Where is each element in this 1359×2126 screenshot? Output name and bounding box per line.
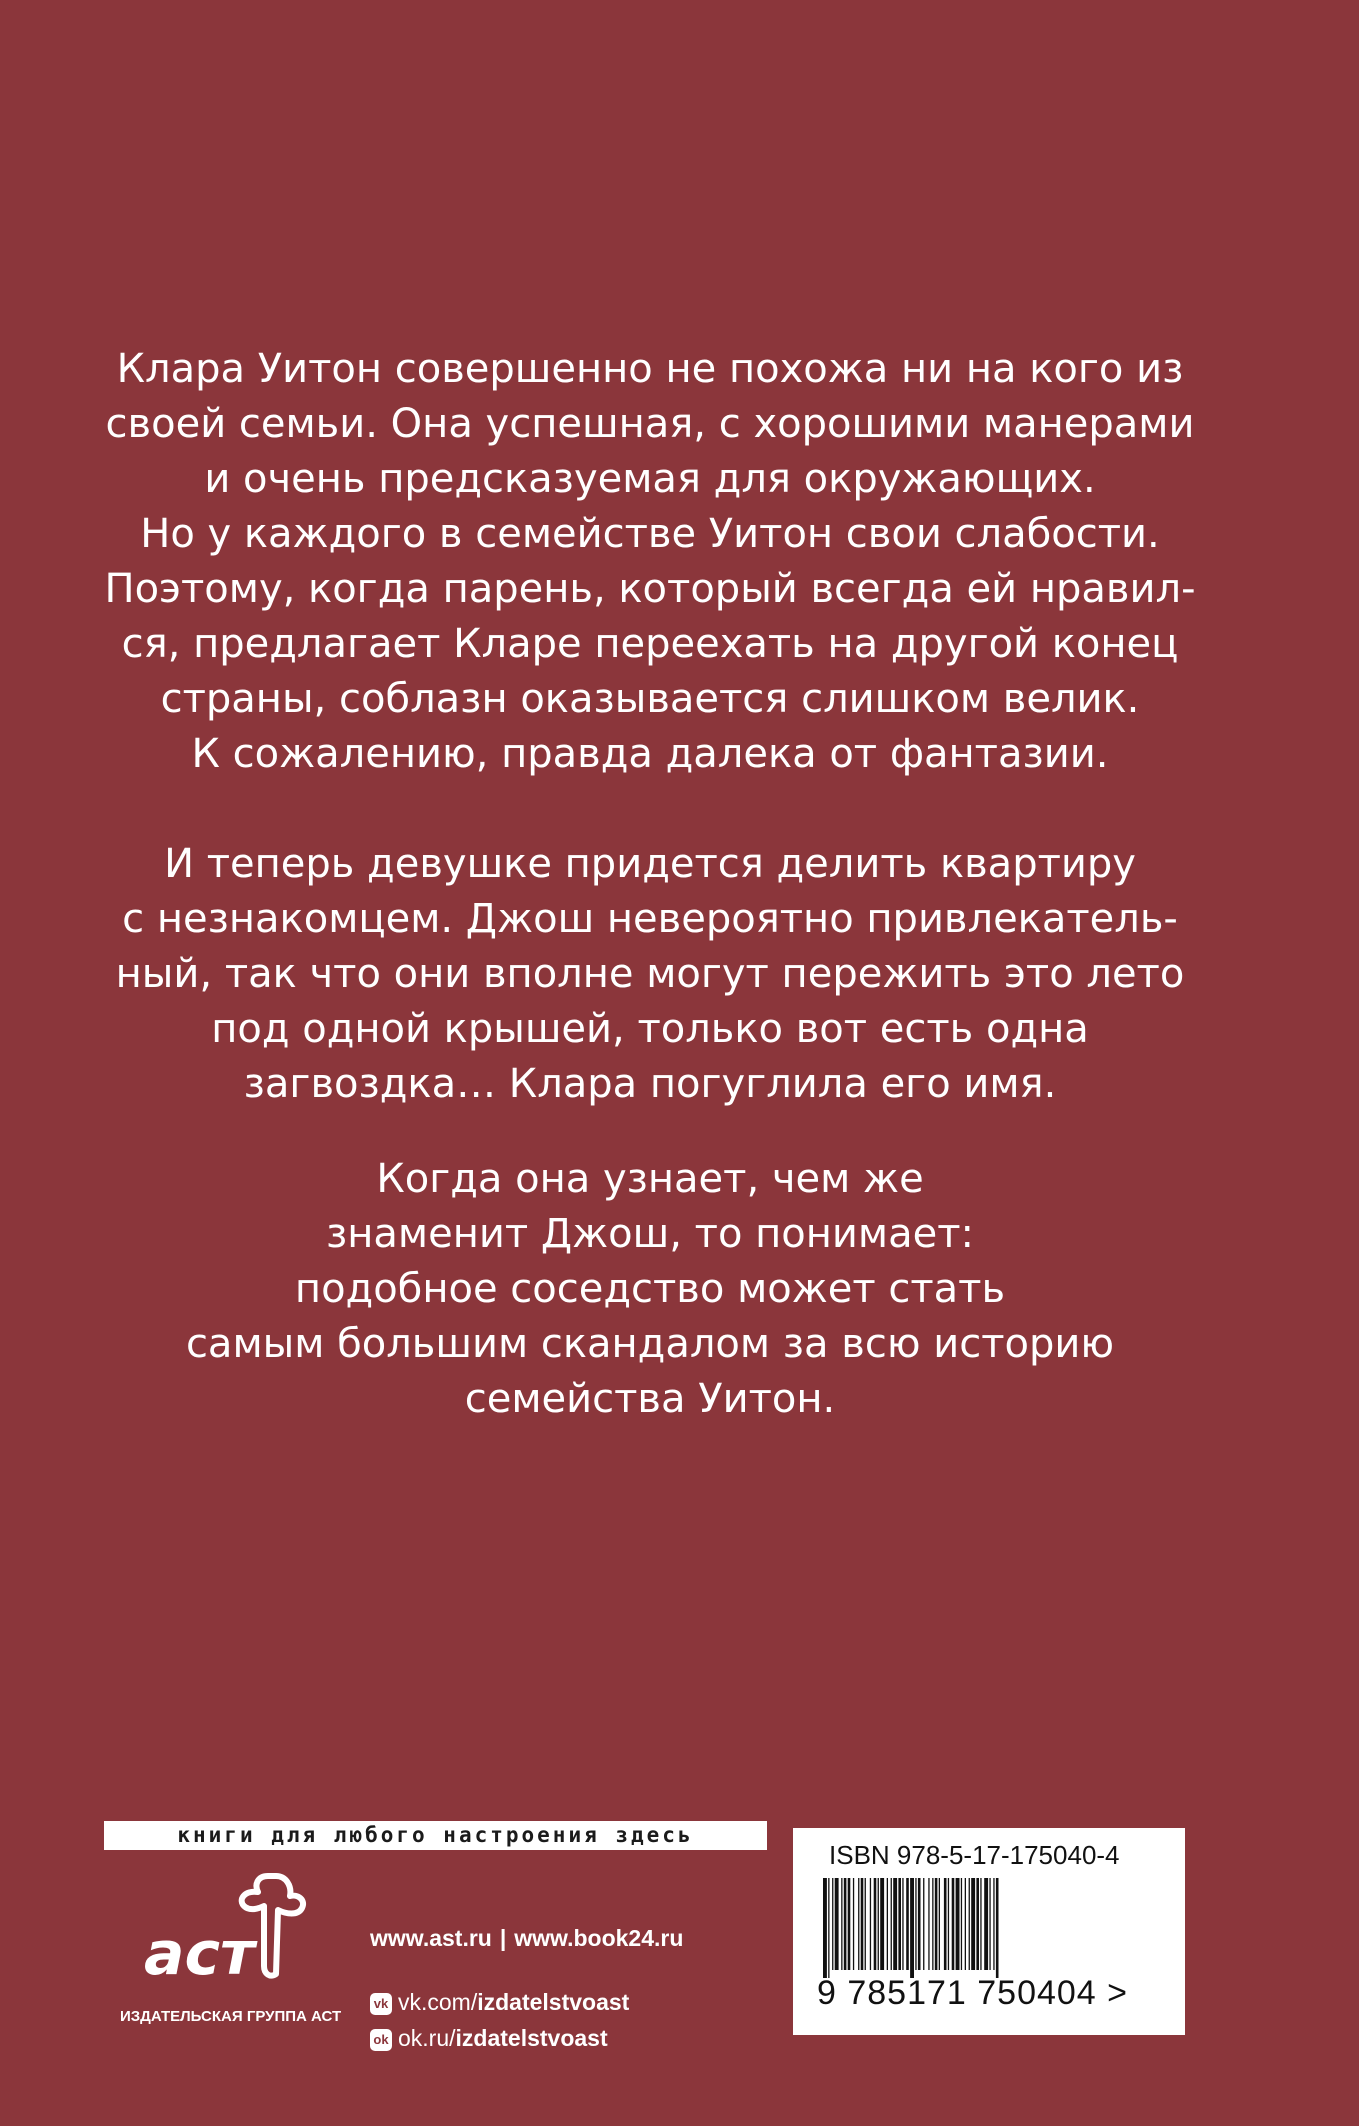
barcode-bar: [848, 1878, 851, 1970]
blurb-line: знаменит Джош, то понимает:: [325, 1211, 974, 1257]
website-links: [370, 1920, 683, 1956]
barcode-bar: [976, 1878, 979, 1970]
blurb-line: ный, так что они вполне могут пережить это лето: [115, 951, 1185, 997]
barcode-bar: [910, 1878, 914, 1978]
barcode-bar: [874, 1878, 877, 1970]
blurb-paragraph-1: [90, 342, 1210, 782]
isbn-barcode-box: [793, 1828, 1185, 2035]
logo-text: аст: [144, 1919, 255, 1989]
blurb-line: под одной крышей, только вот есть одна: [211, 1006, 1089, 1052]
barcode-bar: [915, 1878, 916, 1970]
barcode-bar: [880, 1878, 884, 1970]
barcode-bar: [993, 1878, 994, 1970]
barcode-bar: [932, 1878, 933, 1970]
blurb-line: подобное соседство может стать: [294, 1266, 1006, 1312]
barcode-bar: [906, 1878, 909, 1970]
barcode-bar: [971, 1878, 975, 1970]
blurb-line: Когда она узнает, чем же: [376, 1156, 924, 1202]
barcode-bar: [952, 1878, 955, 1970]
barcode-bar: [935, 1878, 938, 1970]
publisher-links: [370, 1920, 683, 2056]
barcode-bar: [853, 1878, 854, 1970]
barcode-bar: [984, 1878, 988, 1970]
vk-icon: vk: [370, 1993, 392, 2015]
barcode-bar: [989, 1878, 990, 1970]
barcode-bar: [902, 1878, 903, 1970]
barcode-bar: [961, 1878, 962, 1970]
ast-logo: [140, 1870, 320, 1990]
barcode-bar: [928, 1878, 929, 1970]
blurb-line: загвоздка… Клара погуглила его имя.: [243, 1061, 1057, 1107]
tagline-banner: книги для любого настроения здесь: [104, 1821, 767, 1850]
ok-handle: izdatelstvoast: [455, 2025, 608, 2051]
barcode-bar: [861, 1878, 864, 1970]
blurb-line: ся, предлагает Кларе переехать на другой конец: [121, 621, 1179, 667]
barcode-bar: [844, 1878, 847, 1970]
blurb-line: Но у каждого в семействе Уитон свои слабости.: [140, 511, 1160, 557]
barcode-bar: [944, 1878, 947, 1970]
blurb-paragraph-3: [90, 1152, 1210, 1427]
isbn-digits: 9 785171 750404 >: [817, 1974, 1129, 2012]
blurb-line: своей семьи. Она успешная, с хорошими манерами: [105, 401, 1195, 447]
blurb-paragraph-2: [90, 837, 1210, 1112]
publisher-imprint: ИЗДАТЕЛЬСКАЯ ГРУППА АСТ: [120, 2008, 342, 2025]
blurb-line: страны, соблазн оказывается слишком велик.: [160, 676, 1140, 722]
blurb-line: самым большим скандалом за всю историю: [185, 1321, 1115, 1367]
barcode-bar: [918, 1878, 921, 1970]
vk-link[interactable]: [370, 1984, 683, 2020]
barcode-bar: [891, 1878, 892, 1970]
barcode-bar: [887, 1878, 888, 1970]
barcode-bar: [898, 1878, 901, 1970]
barcode-bar: [893, 1878, 897, 1970]
blurb-line: семейства Уитон.: [464, 1376, 836, 1422]
isbn-label: ISBN 978-5-17-175040-4: [829, 1840, 1120, 1870]
barcode-bar: [870, 1878, 871, 1970]
barcode-bar: [996, 1878, 999, 1978]
barcode-bar: [980, 1878, 981, 1970]
ok-icon: ok: [370, 2029, 392, 2051]
vk-handle: izdatelstvoast: [477, 1989, 630, 2015]
barcode-bar: [956, 1878, 960, 1970]
barcode-bar: [865, 1878, 866, 1970]
barcode-bar: [969, 1878, 970, 1970]
barcode-bar: [832, 1878, 833, 1970]
blurb-line: И теперь девушке придется делить квартиру: [164, 841, 1136, 887]
barcode-bar: [823, 1878, 827, 1978]
barcode-bar: [948, 1878, 949, 1970]
ok-prefix: ok.ru/: [398, 2025, 456, 2051]
blurb-line: с незнакомцем. Джош невероятно привлекатель-: [122, 896, 1178, 942]
barcode-bar: [828, 1878, 829, 1978]
barcode-bar: [878, 1878, 879, 1970]
barcode-bar: [923, 1878, 924, 1970]
barcode: [823, 1878, 1153, 1978]
blurb-line: Клара Уитон совершенно не похожа ни на кого из: [116, 346, 1184, 392]
barcode-bar: [939, 1878, 940, 1970]
barcode-bar: [965, 1878, 966, 1970]
book24-site-link[interactable]: www.book24.ru: [514, 1925, 684, 1951]
ast-site-link[interactable]: www.ast.ru: [370, 1925, 492, 1951]
blurb-line: и очень предсказуемая для окружающих.: [204, 456, 1096, 502]
blurb-line: Поэтому, когда парень, который всегда ей нравил-: [104, 566, 1196, 612]
barcode-bar: [835, 1878, 839, 1970]
vk-prefix: vk.com/: [398, 1989, 478, 2015]
ok-link[interactable]: [370, 2020, 683, 2056]
links-separator: |: [499, 1925, 507, 1951]
barcode-bar: [858, 1878, 859, 1970]
barcode-bar: [841, 1878, 842, 1970]
blurb-line: К сожалению, правда далека от фантазии.: [191, 731, 1109, 777]
